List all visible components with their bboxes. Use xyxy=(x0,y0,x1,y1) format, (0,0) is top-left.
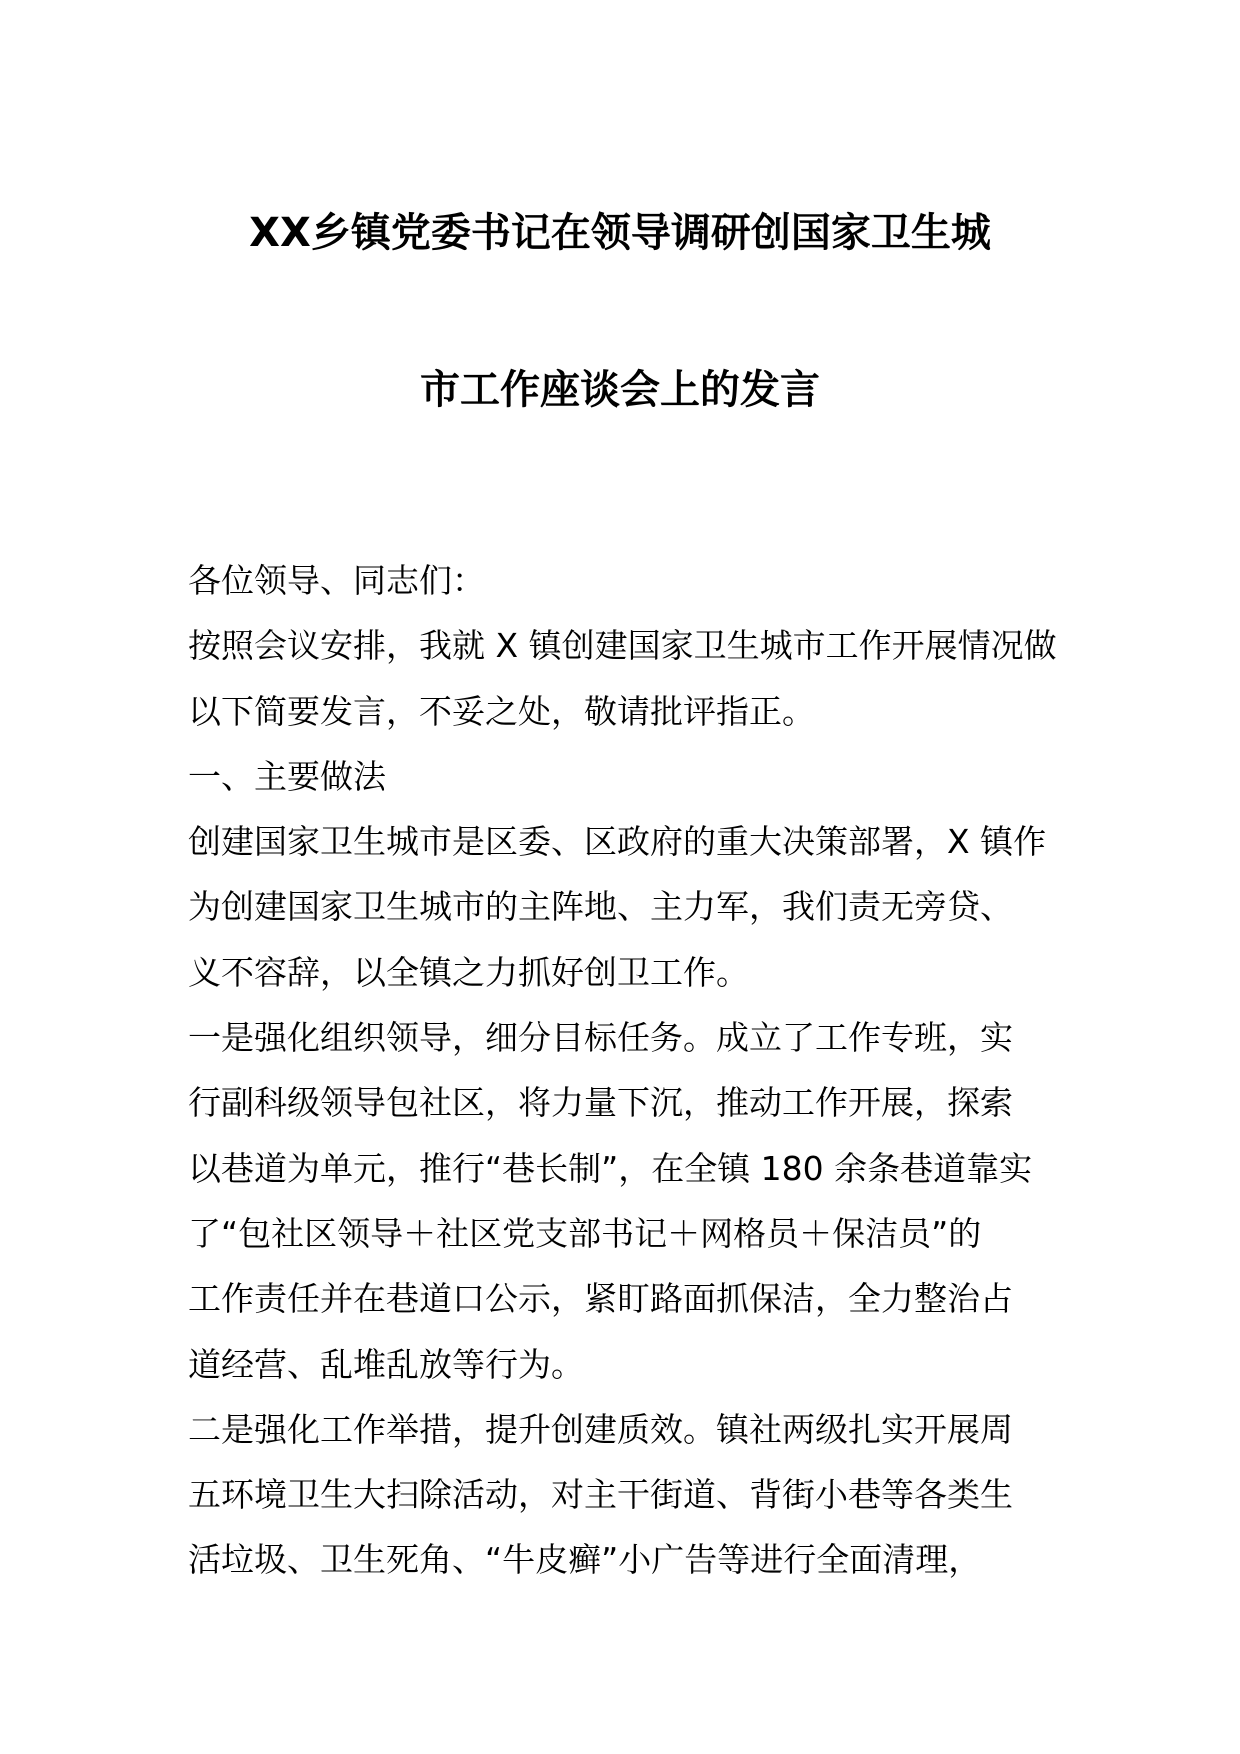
body-line: 行副科级领导包社区，将力量下沉，推动工作开展，探索 xyxy=(188,1083,1013,1123)
body-line: 义不容辞，以全镇之力抓好创卫工作。 xyxy=(188,952,749,992)
body-line: 创建国家卫生城市是区委、区政府的重大决策部署，X 镇作 xyxy=(188,822,1047,862)
body-line: 以巷道为单元，推行“巷长制”，在全镇 180 余条巷道靠实 xyxy=(188,1148,1033,1188)
body-line: 以下简要发言，不妥之处，敬请批评指正。 xyxy=(188,691,815,731)
body-line: 一是强化组织领导，细分目标任务。成立了工作专班，实 xyxy=(188,1018,1013,1058)
salutation: 各位领导、同志们： xyxy=(188,561,485,600)
document-title-line-1: XX乡镇党委书记在领导调研创国家卫生城 xyxy=(249,210,991,256)
body-line: 按照会议安排，我就 X 镇创建国家卫生城市工作开展情况做 xyxy=(188,626,1057,666)
section-heading: 一、主要做法 xyxy=(188,756,386,796)
body-line: 五环境卫生大扫除活动，对主干街道、背街小巷等各类生 xyxy=(188,1475,1013,1515)
document-body xyxy=(188,548,1058,1593)
body-line: 工作责任并在巷道口公示，紧盯路面抓保洁，全力整治占 xyxy=(188,1279,1013,1319)
document-title-line-2: 市工作座谈会上的发言 xyxy=(420,367,820,413)
body-line: 二是强化工作举措，提升创建质效。镇社两级扎实开展周 xyxy=(188,1409,1013,1449)
body-line: 为创建国家卫生城市的主阵地、主力军，我们责无旁贷、 xyxy=(188,887,1013,927)
body-line: 道经营、乱堆乱放等行为。 xyxy=(188,1344,584,1384)
body-line: 活垃圾、卫生死角、“牛皮癣”小广告等进行全面清理， xyxy=(188,1540,982,1580)
body-line: 了“包社区领导＋社区党支部书记＋网格员＋保洁员”的 xyxy=(188,1213,982,1253)
